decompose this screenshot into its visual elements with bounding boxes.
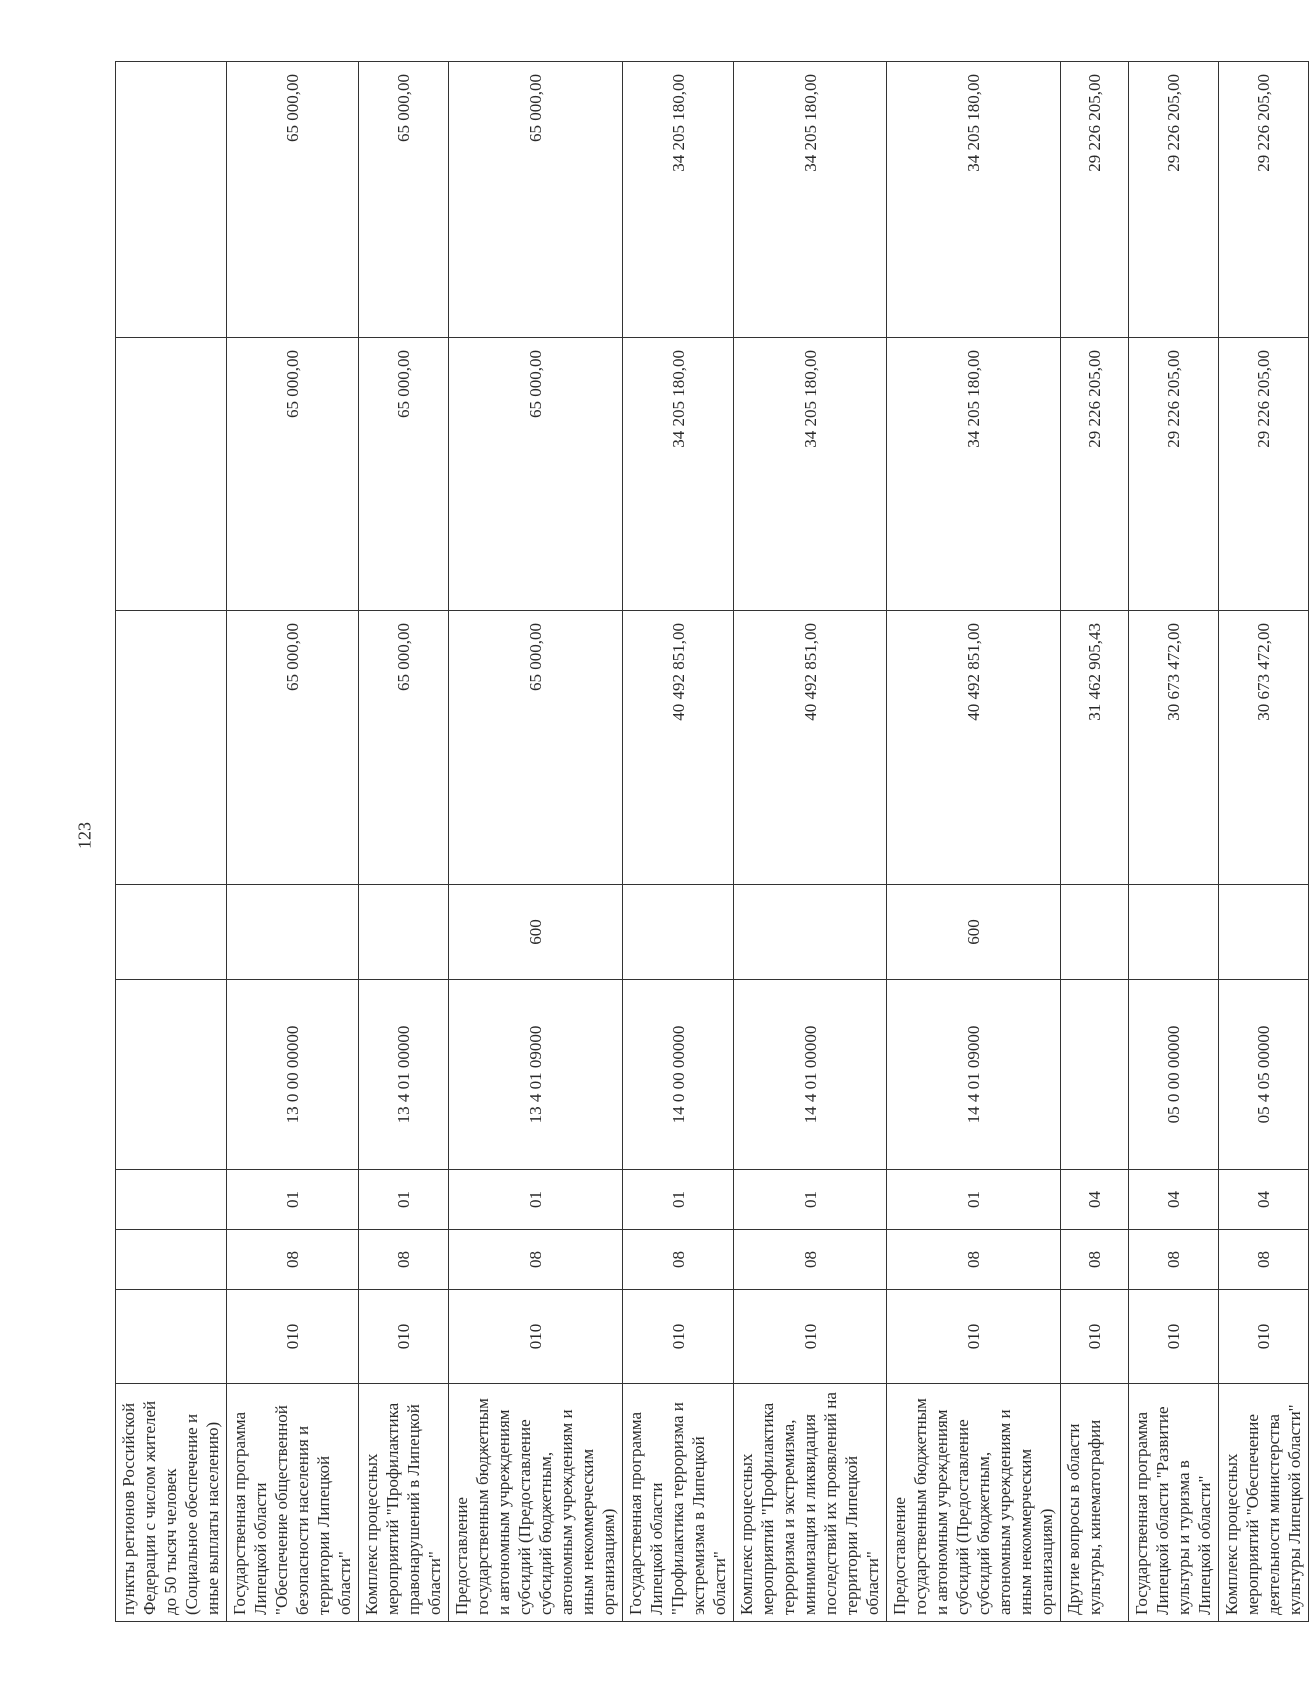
sum-2024-cell: 65 000,00 (227, 611, 359, 885)
table-row (887, 62, 1061, 1622)
sum-2026-cell: 29 226 205,00 (1219, 62, 1309, 338)
table-row (116, 62, 227, 1622)
section-code-cell (116, 1230, 227, 1290)
row-name-cell: Комплекс процессных мероприятий "Обеспечение деятельности министерства культуры Липецкой области" (1219, 1384, 1309, 1622)
sum-2024-cell: 65 000,00 (449, 611, 623, 885)
subsection-code-cell: 01 (887, 1170, 1061, 1230)
subsection-code-cell (116, 1170, 227, 1230)
target-article-cell: 13 4 01 00000 (359, 980, 449, 1170)
ministry-code-cell: 010 (1129, 1290, 1219, 1384)
target-article-cell: 13 0 00 00000 (227, 980, 359, 1170)
target-article-cell (116, 980, 227, 1170)
table-row (623, 62, 734, 1622)
sum-2026-cell (116, 62, 227, 338)
subsection-code-cell: 01 (227, 1170, 359, 1230)
subsection-code-cell: 04 (1219, 1170, 1309, 1230)
target-article-cell: 13 4 01 09000 (449, 980, 623, 1170)
row-name-cell: Государственная программа Липецкой области "Обеспечение общественной безопасности населения и территории Липецкой области" (227, 1384, 359, 1622)
sum-2026-cell: 29 226 205,00 (1061, 62, 1129, 338)
section-code-cell: 08 (359, 1230, 449, 1290)
ministry-code-cell (116, 1290, 227, 1384)
ministry-code-cell: 010 (623, 1290, 734, 1384)
budget-table (115, 61, 1309, 1622)
row-name-cell: Комплекс процессных мероприятий "Профилактика терроризма и экстремизма, минимизация и ликвидация последствий их проявлений на территории Липецкой области" (734, 1384, 887, 1622)
expense-type-cell: 600 (887, 885, 1061, 980)
section-code-cell: 08 (449, 1230, 623, 1290)
expense-type-cell (623, 885, 734, 980)
sum-2024-cell (116, 611, 227, 885)
ministry-code-cell: 010 (359, 1290, 449, 1384)
expense-type-cell (1219, 885, 1309, 980)
ministry-code-cell: 010 (887, 1290, 1061, 1384)
ministry-code-cell: 010 (1061, 1290, 1129, 1384)
expense-type-cell (227, 885, 359, 980)
ministry-code-cell: 010 (449, 1290, 623, 1384)
sum-2026-cell: 65 000,00 (359, 62, 449, 338)
subsection-code-cell: 01 (449, 1170, 623, 1230)
sum-2026-cell: 34 205 180,00 (887, 62, 1061, 338)
target-article-cell: 14 4 01 09000 (887, 980, 1061, 1170)
table-row (449, 62, 623, 1622)
sum-2024-cell: 40 492 851,00 (623, 611, 734, 885)
section-code-cell: 08 (887, 1230, 1061, 1290)
section-code-cell: 08 (1219, 1230, 1309, 1290)
sum-2024-cell: 40 492 851,00 (734, 611, 887, 885)
ministry-code-cell: 010 (1219, 1290, 1309, 1384)
table-row (227, 62, 359, 1622)
ministry-code-cell: 010 (734, 1290, 887, 1384)
subsection-code-cell: 04 (1061, 1170, 1129, 1230)
row-name-cell: пункты регионов Российской Федерации с числом жителей до 50 тысяч человек (Социальное обеспечение и иные выплаты населению) (116, 1384, 227, 1622)
target-article-cell: 14 4 01 00000 (734, 980, 887, 1170)
sum-2024-cell: 40 492 851,00 (887, 611, 1061, 885)
table-body (116, 62, 1309, 1622)
sum-2026-cell: 29 226 205,00 (1129, 62, 1219, 338)
sum-2025-cell: 65 000,00 (359, 338, 449, 611)
target-article-cell (1061, 980, 1129, 1170)
sum-2024-cell: 65 000,00 (359, 611, 449, 885)
expense-type-cell (1061, 885, 1129, 980)
sum-2024-cell: 30 673 472,00 (1129, 611, 1219, 885)
table-row (1219, 62, 1309, 1622)
sum-2025-cell: 29 226 205,00 (1219, 338, 1309, 611)
ministry-code-cell: 010 (227, 1290, 359, 1384)
sum-2024-cell: 30 673 472,00 (1219, 611, 1309, 885)
subsection-code-cell: 01 (623, 1170, 734, 1230)
sum-2025-cell: 34 205 180,00 (887, 338, 1061, 611)
section-code-cell: 08 (1129, 1230, 1219, 1290)
sum-2025-cell: 65 000,00 (449, 338, 623, 611)
target-article-cell: 05 4 05 00000 (1219, 980, 1309, 1170)
table-row (359, 62, 449, 1622)
expense-type-cell (1129, 885, 1219, 980)
sum-2026-cell: 34 205 180,00 (623, 62, 734, 338)
target-article-cell: 05 0 00 00000 (1129, 980, 1219, 1170)
sum-2025-cell: 29 226 205,00 (1129, 338, 1219, 611)
sum-2025-cell (116, 338, 227, 611)
expense-type-cell (734, 885, 887, 980)
sum-2025-cell: 29 226 205,00 (1061, 338, 1129, 611)
sum-2026-cell: 34 205 180,00 (734, 62, 887, 338)
row-name-cell: Предоставление государственным бюджетным и автономным учреждениям субсидий (Предоставление субсидий бюджетным, автономным учреждениям и иным некоммерческим организациям) (449, 1384, 623, 1622)
sum-2025-cell: 65 000,00 (227, 338, 359, 611)
sum-2024-cell: 31 462 905,43 (1061, 611, 1129, 885)
row-name-cell: Предоставление государственным бюджетным и автономным учреждениям субсидий (Предоставление субсидий бюджетным, автономным учреждениям и иным некоммерческим организациям) (887, 1384, 1061, 1622)
row-name-cell: Другие вопросы в области культуры, кинематографии (1061, 1384, 1129, 1622)
expense-type-cell (359, 885, 449, 980)
expense-type-cell: 600 (449, 885, 623, 980)
page-number: 123 (74, 822, 95, 849)
section-code-cell: 08 (734, 1230, 887, 1290)
section-code-cell: 08 (623, 1230, 734, 1290)
target-article-cell: 14 0 00 00000 (623, 980, 734, 1170)
row-name-cell: Государственная программа Липецкой области "Профилактика терроризма и экстремизма в Липецкой области" (623, 1384, 734, 1622)
sum-2025-cell: 34 205 180,00 (734, 338, 887, 611)
section-code-cell: 08 (1061, 1230, 1129, 1290)
table-row (1061, 62, 1129, 1622)
subsection-code-cell: 01 (359, 1170, 449, 1230)
table-row (734, 62, 887, 1622)
subsection-code-cell: 04 (1129, 1170, 1219, 1230)
subsection-code-cell: 01 (734, 1170, 887, 1230)
row-name-cell: Комплекс процессных мероприятий "Профилактика правонарушений в Липецкой области" (359, 1384, 449, 1622)
section-code-cell: 08 (227, 1230, 359, 1290)
sum-2026-cell: 65 000,00 (449, 62, 623, 338)
sum-2025-cell: 34 205 180,00 (623, 338, 734, 611)
budget-table-container (115, 62, 1304, 1622)
table-row (1129, 62, 1219, 1622)
expense-type-cell (116, 885, 227, 980)
row-name-cell: Государственная программа Липецкой области "Развитие культуры и туризма в Липецкой области" (1129, 1384, 1219, 1622)
sum-2026-cell: 65 000,00 (227, 62, 359, 338)
